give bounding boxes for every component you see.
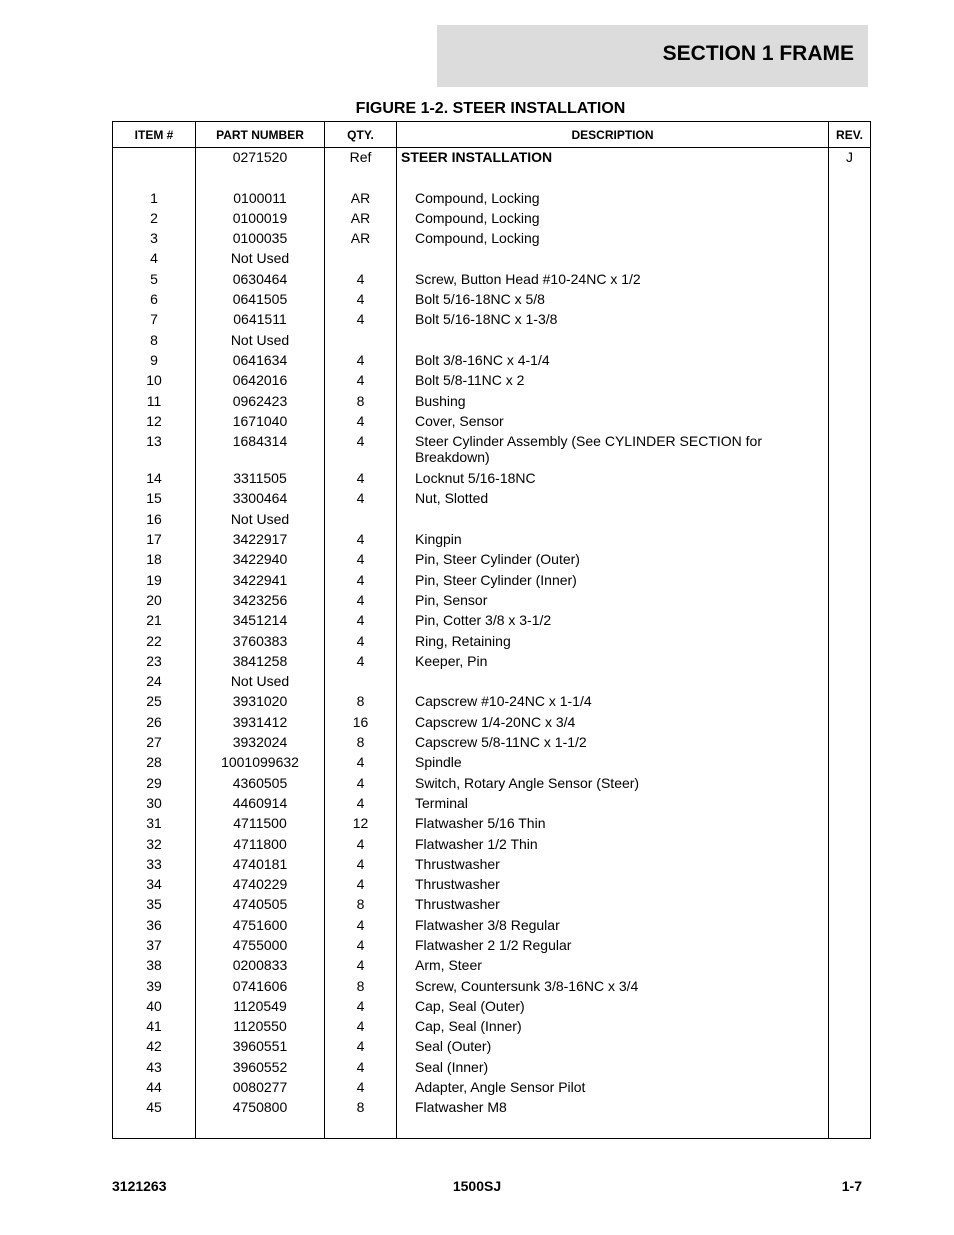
quantity (325, 332, 396, 352)
item-number: 24 (146, 673, 162, 690)
item-number: 20 (146, 591, 162, 608)
description-column (397, 148, 828, 1120)
quantity: 8 (356, 977, 365, 994)
quantity: 8 (356, 693, 365, 710)
assembly-description: STEER INSTALLATION (401, 149, 553, 165)
quantity: 12 (352, 815, 369, 832)
part-description (397, 673, 828, 693)
item-number: 39 (146, 977, 162, 994)
item-number: 12 (146, 412, 162, 429)
item-number: 18 (146, 551, 162, 568)
part-number: 0962423 (232, 392, 288, 409)
part-number: 0641634 (232, 351, 288, 368)
item-number: 30 (146, 794, 162, 811)
part-number: 1684314 (232, 433, 288, 450)
part-number: 0630464 (232, 270, 288, 287)
part-description: Bolt 3/8-16NC x 4-1/4 (415, 351, 550, 368)
item-number: 40 (146, 997, 162, 1014)
item-number: 11 (146, 392, 162, 409)
part-description: Flatwasher M8 (415, 1099, 507, 1116)
item-number: 14 (146, 470, 162, 487)
part-number: 3422941 (232, 571, 288, 588)
part-description: Thrustwasher (415, 855, 500, 872)
column-header-description: DESCRIPTION (397, 122, 829, 148)
item-number: 9 (150, 351, 158, 368)
quantity (325, 673, 396, 693)
part-description: Locknut 5/16-18NC (415, 470, 536, 487)
quantity: 4 (356, 957, 365, 974)
part-description: Flatwasher 1/2 Thin (415, 835, 538, 852)
parts-table (112, 121, 871, 1139)
part-number: 4460914 (232, 794, 288, 811)
part-number: 0080277 (232, 1079, 288, 1096)
part-number: Not Used (230, 510, 290, 527)
part-number: 3451214 (232, 612, 288, 629)
part-number: 3422917 (232, 531, 288, 548)
part-description: Terminal (415, 794, 468, 811)
part-description (397, 332, 828, 352)
part-number: 3841258 (232, 652, 288, 669)
part-description: Thrustwasher (415, 876, 500, 893)
quantity: AR (350, 209, 371, 226)
quantity: 4 (356, 997, 365, 1014)
section-title: SECTION 1 FRAME (662, 42, 854, 65)
quantity: 4 (356, 311, 365, 328)
item-number: 1 (150, 189, 158, 206)
part-number: 4751600 (232, 916, 288, 933)
quantity: 8 (356, 1099, 365, 1116)
assembly-rev: J (846, 149, 853, 165)
quantity: 4 (356, 351, 365, 368)
quantity: 4 (356, 531, 365, 548)
part-description: Seal (Outer) (415, 1038, 492, 1055)
quantity: 4 (356, 270, 365, 287)
item-number: 21 (146, 612, 162, 629)
part-description: Compound, Locking (415, 209, 540, 226)
part-number: 1671040 (232, 412, 288, 429)
item-number: 23 (146, 652, 162, 669)
part-description: Spindle (415, 754, 462, 771)
part-description: Pin, Cotter 3/8 x 3-1/2 (415, 612, 552, 629)
quantity: 4 (356, 916, 365, 933)
item-number: 6 (150, 291, 158, 308)
part-number: Not Used (230, 331, 290, 348)
item-number: 4 (150, 250, 158, 267)
part-number: 3423256 (232, 591, 288, 608)
part-description: Bolt 5/16-18NC x 5/8 (415, 291, 545, 308)
part-number-column (196, 148, 324, 1120)
item-number: 38 (146, 957, 162, 974)
part-number: 4740229 (232, 876, 288, 893)
item-number: 36 (146, 916, 162, 933)
column-header-qty: QTY. (325, 122, 397, 148)
part-description: Pin, Steer Cylinder (Inner) (415, 571, 577, 588)
part-number: 3960552 (232, 1058, 288, 1075)
part-number: 4711800 (233, 835, 287, 852)
quantity: 4 (356, 855, 365, 872)
part-description: Screw, Button Head #10-24NC x 1/2 (415, 270, 641, 287)
quantity: 4 (356, 470, 365, 487)
part-description: Bolt 5/16-18NC x 1-3/8 (415, 311, 558, 328)
part-number: 0100011 (233, 189, 287, 206)
part-description: Switch, Rotary Angle Sensor (Steer) (415, 774, 640, 791)
quantity: 4 (356, 433, 365, 450)
rev-column (829, 148, 870, 169)
quantity: 4 (356, 372, 365, 389)
quantity (325, 250, 396, 270)
item-number: 44 (146, 1079, 162, 1096)
part-number: 3300464 (232, 490, 288, 507)
item-number: 41 (146, 1018, 162, 1035)
item-number: 10 (146, 372, 162, 389)
part-description: Bushing (415, 392, 466, 409)
quantity: 4 (356, 490, 365, 507)
part-description: Pin, Steer Cylinder (Outer) (415, 551, 580, 568)
part-number: 0100035 (232, 230, 288, 247)
footer-page-number: 1-7 (841, 1178, 862, 1194)
part-description: Flatwasher 5/16 Thin (415, 815, 546, 832)
item-number: 13 (146, 433, 162, 450)
part-number: 0641505 (232, 291, 288, 308)
quantity: 8 (356, 392, 365, 409)
item-number: 19 (146, 571, 162, 588)
item-number: 33 (146, 855, 162, 872)
item-number: 26 (146, 713, 162, 730)
footer-model: 1500SJ (452, 1178, 502, 1194)
part-description: Cap, Seal (Outer) (415, 997, 525, 1014)
part-description: Screw, Countersunk 3/8-16NC x 3/4 (415, 977, 639, 994)
quantity: 4 (356, 412, 365, 429)
quantity: 4 (356, 612, 365, 629)
part-description: Compound, Locking (415, 230, 540, 247)
quantity: 8 (356, 734, 365, 751)
part-number: 3931412 (232, 713, 288, 730)
quantity (325, 511, 396, 531)
quantity: AR (350, 189, 371, 206)
quantity: 8 (356, 896, 365, 913)
quantity: 4 (356, 1038, 365, 1055)
quantity: 4 (356, 774, 365, 791)
qty-column (325, 148, 396, 1120)
part-number: Not Used (230, 673, 290, 690)
item-number: 3 (150, 230, 158, 247)
part-description: Ring, Retaining (415, 632, 511, 649)
part-number: 4750800 (232, 1099, 288, 1116)
part-description: Compound, Locking (415, 189, 540, 206)
part-number: 4740505 (232, 896, 288, 913)
quantity: 4 (356, 632, 365, 649)
item-number: 42 (146, 1038, 162, 1055)
item-number: 17 (146, 531, 162, 548)
quantity: 4 (356, 571, 365, 588)
item-number: 8 (150, 331, 158, 348)
part-number: 1120550 (233, 1018, 287, 1035)
table-header-row (113, 122, 871, 148)
column-header-item: ITEM # (113, 122, 196, 148)
item-number: 31 (146, 815, 162, 832)
part-description: Flatwasher 3/8 Regular (415, 916, 560, 933)
quantity: 4 (356, 754, 365, 771)
part-description: Thrustwasher (415, 896, 500, 913)
quantity: 4 (356, 291, 365, 308)
part-number: 3932024 (232, 734, 288, 751)
item-number: 7 (150, 311, 158, 328)
part-number: 4755000 (232, 936, 288, 953)
quantity: 16 (352, 713, 369, 730)
part-description: Keeper, Pin (415, 652, 488, 669)
assembly-part-number: 0271520 (232, 149, 288, 165)
item-number: 22 (146, 632, 162, 649)
item-number: 15 (146, 490, 162, 507)
footer-document-number: 3121263 (112, 1178, 167, 1194)
part-description: Capscrew 1/4-20NC x 3/4 (415, 713, 576, 730)
part-description: Pin, Sensor (415, 591, 488, 608)
part-description: Capscrew 5/8-11NC x 1-1/2 (415, 734, 587, 751)
item-number: 37 (146, 936, 162, 953)
part-number: 3960551 (232, 1038, 288, 1055)
assembly-item-spacer (113, 149, 195, 190)
item-number: 43 (146, 1058, 162, 1075)
part-number: 0641511 (233, 311, 287, 328)
part-number: 0100019 (232, 209, 288, 226)
column-header-rev: REV. (829, 122, 871, 148)
quantity: 4 (356, 835, 365, 852)
part-description: Cap, Seal (Inner) (415, 1018, 522, 1035)
part-description: Nut, Slotted (415, 490, 489, 507)
item-number: 5 (150, 270, 158, 287)
part-number: 4711500 (233, 815, 287, 832)
quantity: 4 (356, 652, 365, 669)
item-number: 45 (146, 1099, 162, 1116)
part-number: 3760383 (232, 632, 288, 649)
item-number: 16 (146, 510, 162, 527)
item-number: 35 (146, 896, 162, 913)
part-description: Arm, Steer (415, 957, 482, 974)
column-header-part-number: PART NUMBER (196, 122, 325, 148)
part-number: 3422940 (232, 551, 288, 568)
quantity: 4 (356, 591, 365, 608)
part-description: Adapter, Angle Sensor Pilot (415, 1079, 586, 1096)
item-number: 25 (146, 693, 162, 710)
item-number: 34 (146, 876, 162, 893)
item-number: 28 (146, 754, 162, 771)
part-number: Not Used (230, 250, 290, 267)
part-number: 0741606 (232, 977, 288, 994)
assembly-qty: Ref (349, 149, 372, 165)
quantity: 4 (356, 936, 365, 953)
quantity: 4 (356, 794, 365, 811)
quantity: AR (350, 230, 371, 247)
item-column (113, 148, 195, 1120)
part-description: Kingpin (415, 531, 462, 548)
part-description (397, 250, 828, 270)
item-number: 32 (146, 835, 162, 852)
part-description: Bolt 5/8-11NC x 2 (415, 372, 525, 389)
item-number: 27 (146, 734, 162, 751)
part-description: Steer Cylinder Assembly (See CYLINDER SECTION for Breakdown) (415, 433, 762, 466)
part-description: Capscrew #10-24NC x 1-1/4 (415, 693, 592, 710)
part-number: 1001099632 (221, 754, 299, 771)
part-number: 0642016 (232, 372, 288, 389)
part-number: 4360505 (232, 774, 288, 791)
part-description: Cover, Sensor (415, 412, 504, 429)
quantity: 4 (356, 1079, 365, 1096)
part-number: 3931020 (232, 693, 288, 710)
figure-title: FIGURE 1-2. STEER INSTALLATION (355, 100, 626, 117)
quantity: 4 (356, 1058, 365, 1075)
quantity: 4 (356, 876, 365, 893)
section-header (437, 25, 868, 87)
table-body-row (113, 148, 871, 1139)
part-description: Flatwasher 2 1/2 Regular (415, 936, 572, 953)
quantity: 4 (356, 1018, 365, 1035)
item-number: 29 (146, 774, 162, 791)
item-number: 2 (150, 209, 158, 226)
part-number: 3311505 (233, 470, 287, 487)
part-number: 1120549 (233, 997, 287, 1014)
part-description: Seal (Inner) (415, 1058, 489, 1075)
part-number: 4740181 (232, 855, 288, 872)
part-description (397, 511, 828, 531)
part-number: 0200833 (232, 957, 288, 974)
quantity: 4 (356, 551, 365, 568)
